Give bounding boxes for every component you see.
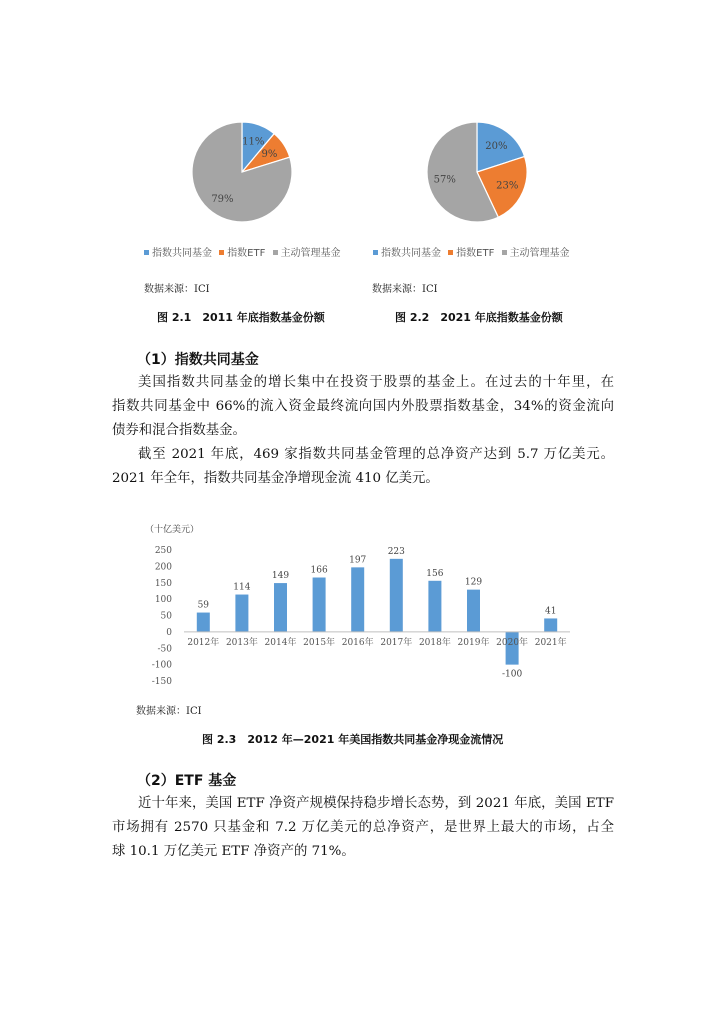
bar-2016年	[351, 567, 364, 632]
bar-data-label: 156	[426, 568, 444, 579]
bar-2018年	[428, 581, 441, 632]
legend-item-active: 主动管理基金	[273, 248, 341, 259]
bar-chart-net-cash-flow	[140, 520, 575, 695]
legend-item-index-mutual: 指数共同基金	[144, 248, 212, 259]
pie-2021-label-active: 57%	[433, 174, 456, 186]
pie-chart-2011	[180, 110, 310, 230]
y-tick-label: 200	[154, 562, 172, 573]
bar-2021年	[544, 618, 557, 631]
figure-caption-2-3: 图 2.3 2012 年—2021 年美国指数共同基金净现金流情况	[202, 733, 504, 746]
y-tick-label: 50	[160, 611, 172, 622]
source-note-2011: 数据来源：ICI	[144, 284, 210, 295]
section-heading-index-mutual-funds: （1）指数共同基金	[137, 352, 259, 368]
bar-data-label: 149	[271, 571, 290, 582]
bar-data-label: 129	[464, 577, 483, 588]
y-tick-label: 250	[154, 546, 172, 556]
paragraph-line: 近十年来，美国 ETF 净资产规模保持稳步增长态势，到 2021 年底，美国 ETF	[138, 796, 614, 811]
bar-2020年	[506, 632, 519, 665]
y-tick-label: 0	[166, 627, 172, 638]
bar-2013年	[235, 595, 248, 632]
paragraph-line: 美国指数共同基金的增长集中在投资于股票的基金上。在过去的十年里，在	[138, 375, 614, 390]
x-tick-label: 2013年	[225, 637, 258, 648]
y-tick-label: 100	[154, 595, 172, 606]
figure-caption-2-1: 图 2.1 2011 年底指数基金份额	[157, 311, 325, 324]
source-note-2021: 数据来源：ICI	[372, 284, 438, 295]
x-tick-label: 2020年	[496, 637, 529, 648]
bar-data-label: 59	[197, 600, 210, 611]
paragraph-line: 指数共同基金中 66%的流入资金最终流向国内外股票指数基金，34%的资金流向	[112, 399, 614, 414]
source-note-bar: 数据来源：ICI	[136, 706, 202, 717]
bar-data-label: 223	[387, 546, 405, 557]
section2-paragraph	[112, 792, 614, 864]
section-heading-etf-funds: （2）ETF 基金	[137, 773, 237, 789]
bar-2012年	[197, 613, 210, 632]
paragraph-line: 市场拥有 2570 只基金和 7.2 万亿美元的总净资产，是世界上最大的市场，占全	[112, 820, 614, 835]
legend-item-etf: 指数ETF	[219, 248, 265, 259]
x-tick-label: 2018年	[418, 637, 451, 648]
paragraph-line: 债券和混合指数基金。	[112, 423, 246, 438]
x-tick-label: 2015年	[303, 637, 336, 648]
y-tick-label: -100	[151, 660, 172, 671]
y-tick-label: -150	[151, 677, 172, 687]
section1-paragraph-1	[112, 371, 614, 443]
bar-data-label: 197	[349, 555, 367, 566]
paragraph-line: 截至 2021 年底，469 家指数共同基金管理的总净资产达到 5.7 万亿美元。	[138, 447, 614, 462]
x-tick-label: 2019年	[457, 637, 490, 648]
bar-data-label: -100	[501, 669, 523, 680]
figure-caption-2-2: 图 2.2 2021 年底指数基金份额	[395, 311, 563, 324]
x-tick-label: 2017年	[380, 637, 413, 648]
x-tick-label: 2016年	[341, 637, 374, 648]
x-tick-label: 2021年	[534, 637, 567, 648]
y-tick-label: -50	[157, 644, 172, 655]
pie-2011-label-etf: 9%	[261, 149, 278, 161]
bar-2014年	[274, 583, 287, 632]
pie-chart-2021	[415, 110, 545, 230]
legend-item-active: 主动管理基金	[502, 248, 570, 259]
pie-2021-label-index-mutual: 20%	[485, 140, 508, 152]
legend-item-etf: 指数ETF	[448, 248, 494, 259]
pie-2021-label-etf: 23%	[496, 180, 519, 192]
x-tick-label: 2014年	[264, 637, 297, 648]
bar-data-label: 41	[544, 606, 557, 617]
paragraph-line: 2021 年全年，指数共同基金净增现金流 410 亿美元。	[112, 471, 439, 486]
bar-2015年	[313, 578, 326, 632]
pie-legend-2011	[144, 244, 345, 259]
bar-data-label: 166	[310, 565, 328, 576]
pie-2011-label-active: 79%	[211, 194, 234, 206]
bar-2017年	[390, 559, 403, 632]
y-tick-label: 150	[154, 578, 172, 589]
section1-paragraph-2	[112, 443, 614, 491]
y-axis-unit-label: （十亿美元）	[145, 525, 200, 535]
legend-item-index-mutual: 指数共同基金	[373, 248, 441, 259]
pie-2011-label-index-mutual: 11%	[242, 136, 265, 148]
paragraph-line: 球 10.1 万亿美元 ETF 净资产的 71%。	[112, 844, 355, 859]
bar-2019年	[467, 590, 480, 632]
pie-legend-2021	[373, 244, 574, 259]
x-tick-label: 2012年	[187, 637, 220, 648]
bar-data-label: 114	[233, 582, 251, 593]
